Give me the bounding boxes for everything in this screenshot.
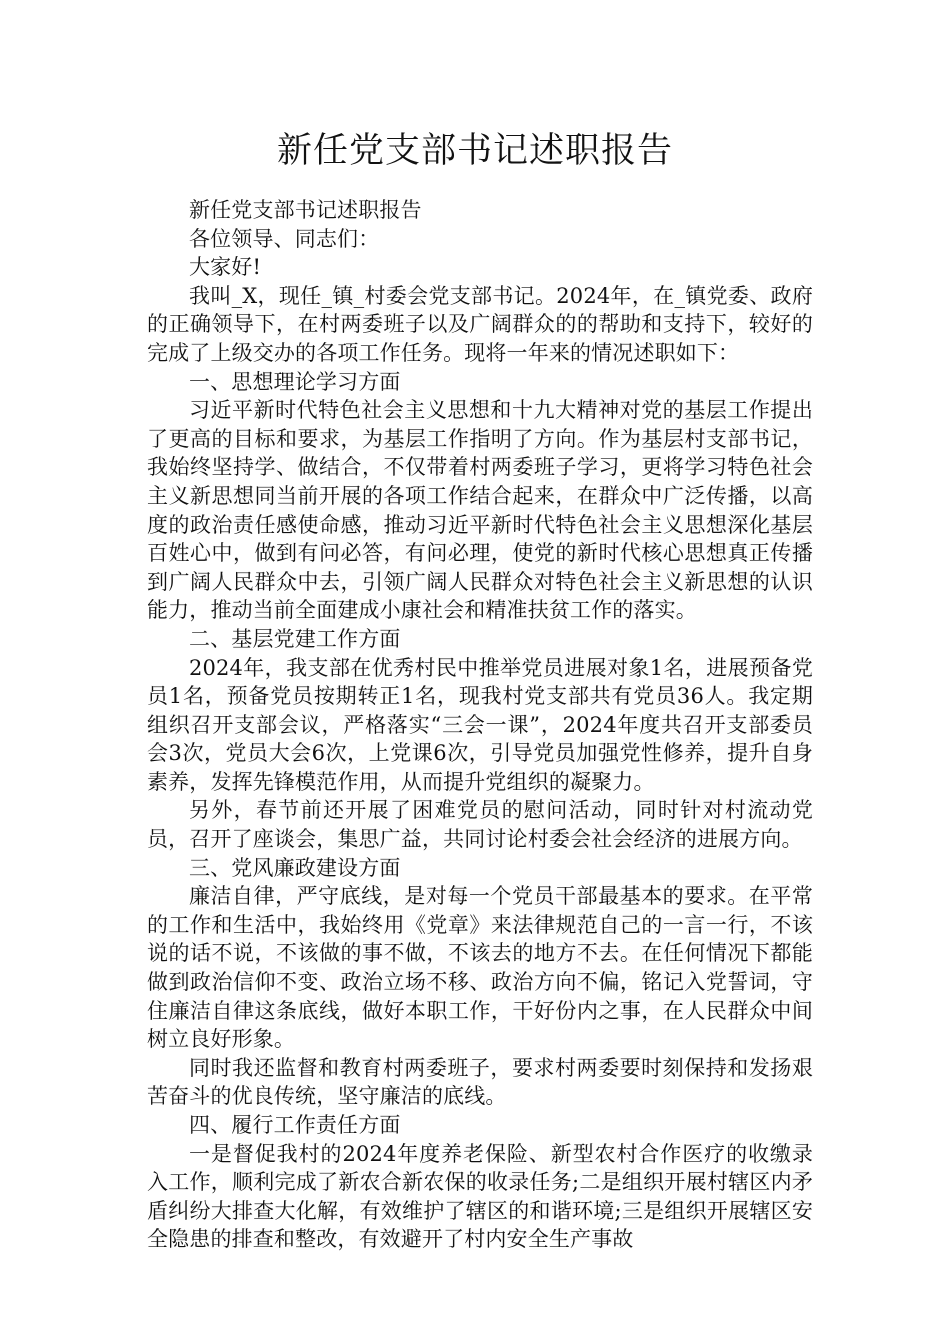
paragraph-theory-study: 习近平新时代特色社会主义思想和十九大精神对党的基层工作提出了更高的目标和要求，为基层工作指明了方向。作为基层村支部书记，我始终坚持学、做结合，不仅带着村两委班子学习，更将学习特色社会主义新思想同当前开展的各项工作结合起来，在群众中广泛传播，以高度的政治责任感使命感，推动习近平新时代特色社会主义思想深化基层百姓心中，做到有问必答，有问必理，使党的新时代核心思想真正传播到广阔人民群众中去，引领广阔人民群众对特色社会主义新思想的认识能力，推动当前全面建成小康社会和精准扶贫工作的落实。 <box>147 398 813 623</box>
paragraph-introduction: 我叫_X，现任_镇_村委会党支部书记。2024年，在_镇党委、政府的正确领导下，在村两委班子以及广阔群众的的帮助和支持下，较好的完成了上级交办的各项工作任务。现将一年来的情况述职如下： <box>147 283 813 365</box>
section-heading-party-building: 二、基层党建工作方面 <box>189 626 401 651</box>
section-heading-theory-study: 一、思想理论学习方面 <box>189 369 401 394</box>
paragraph-integrity: 廉洁自律，严守底线，是对每一个党员干部最基本的要求。在平常的工作和生活中，我始终用《党章》来法律规范自己的一言一行，不该说的话不说，不该做的事不做，不该去的地方不去。在任何情况下都能做到政治信仰不变、政治立场不移、政治方向不偏，铭记入党誓词，守住廉洁自律这条底线，做好本职工作，干好份内之事，在人民群众中间树立良好形象。 <box>147 884 813 1052</box>
paragraph-responsibilities: 一是督促我村的2024年度养老保险、新型农村合作医疗的收缴录入工作，顺利完成了新农合新农保的收录任务;二是组织开展村辖区内矛盾纠纷大排查大化解，有效维护了辖区的和谐环境;三是组织开展辖区安全隐患的排查和整改，有效避开了村内安全生产事故 <box>147 1141 813 1252</box>
document-body <box>147 196 813 1254</box>
section-heading-integrity: 三、党风廉政建设方面 <box>189 855 401 880</box>
paragraph-integrity-supervision: 同时我还监督和教育村两委班子，要求村两委要时刻保持和发扬艰苦奋斗的优良传统，坚守廉洁的底线。 <box>147 1055 813 1109</box>
paragraph-greeting: 大家好! <box>189 255 262 280</box>
paragraph-party-building-extra: 另外，春节前还开展了困难党员的慰问活动，同时针对村流动党员，召开了座谈会，集思广益，共同讨论村委会社会经济的进展方向。 <box>147 798 813 852</box>
paragraph-party-building: 2024年，我支部在优秀村民中推举党员进展对象1名，进展预备党员1名，预备党员按期转正1名，现我村党支部共有党员36人。我定期组织召开支部会议，严格落实“三会一课”，2024年度共召开支部委员会3次，党员大会6次，上党课6次，引导党员加强党性修养，提升自身素养，发挥先锋模范作用，从而提升党组织的凝聚力。 <box>147 655 813 794</box>
paragraph-salutation: 各位领导、同志们： <box>189 226 380 251</box>
section-heading-responsibilities: 四、履行工作责任方面 <box>189 1113 401 1137</box>
paragraph-heading-repeat: 新任党支部书记述职报告 <box>189 198 422 222</box>
document-title: 新任党支部书记述职报告 <box>276 131 673 171</box>
